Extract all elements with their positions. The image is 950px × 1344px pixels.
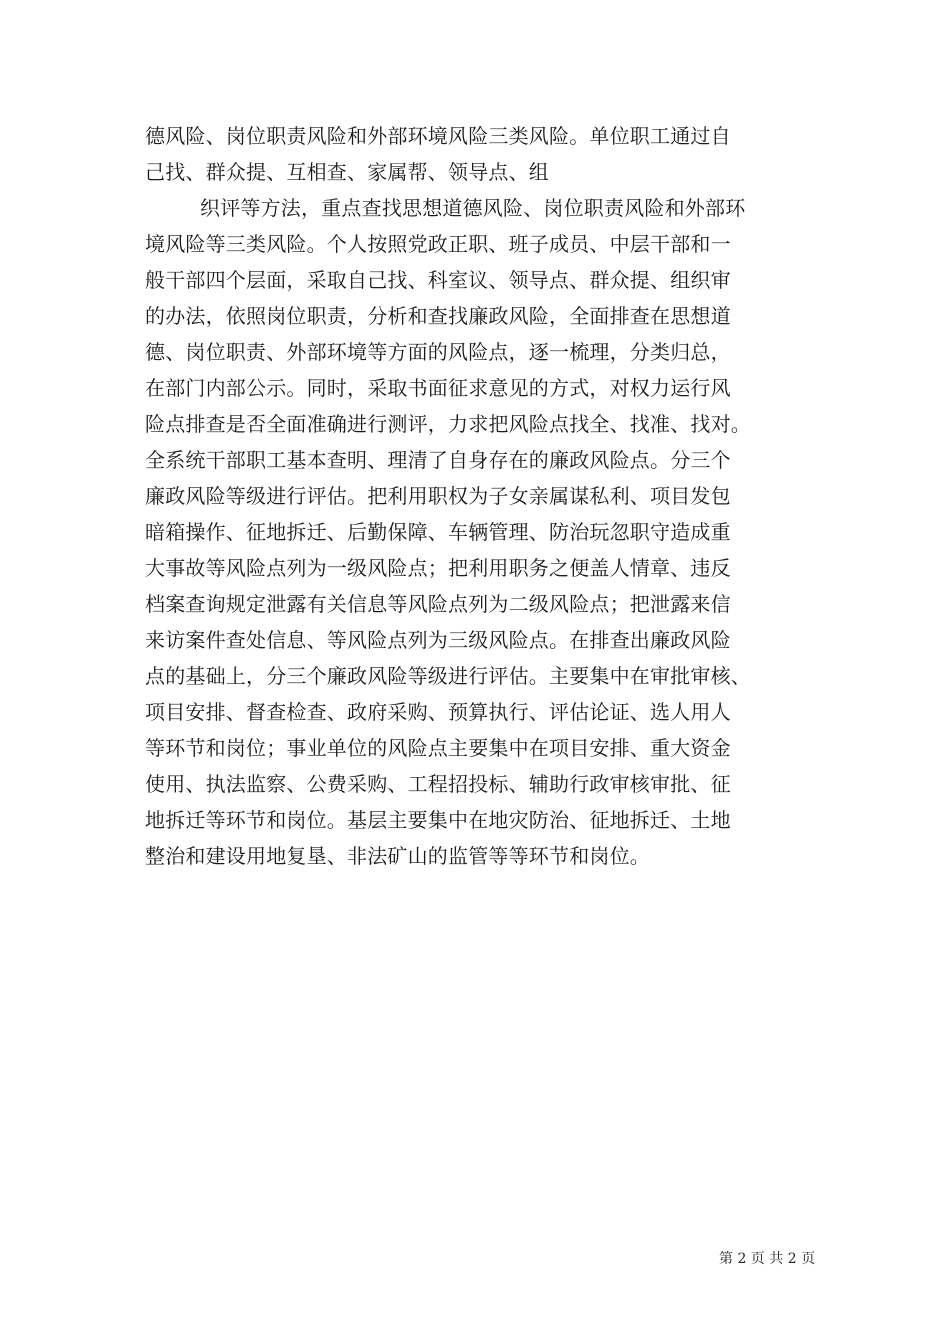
- text-line: 整治和建设用地复垦、非法矿山的监管等等环节和岗位。: [145, 844, 650, 868]
- text-line: 织评等方法，重点查找思想道德风险、岗位职责风险和外部环: [200, 196, 746, 220]
- text-line: 般干部四个层面，采取自己找、科室议、领导点、群众提、组织审: [145, 268, 731, 292]
- text-line: 来访案件查处信息、等风险点列为三级风险点。在排查出廉政风险: [145, 628, 731, 652]
- text-line: 德风险、岗位职责风险和外部环境风险三类风险。单位职工通过自: [145, 124, 731, 148]
- text-line: 档案查询规定泄露有关信息等风险点列为二级风险点；把泄露来信: [145, 592, 731, 616]
- text-line: 全系统干部职工基本查明、理清了自身存在的廉政风险点。分三个: [145, 448, 731, 472]
- text-line: 廉政风险等级进行评估。把利用职权为子女亲属谋私利、项目发包: [145, 484, 731, 508]
- text-line: 点的基础上，分三个廉政风险等级进行评估。主要集中在审批审核、: [145, 664, 751, 688]
- text-line: 暗箱操作、征地拆迁、后勤保障、车辆管理、防治玩忽职守造成重: [145, 520, 731, 544]
- text-line: 的办法，依照岗位职责，分析和查找廉政风险，全面排查在思想道: [145, 304, 731, 328]
- text-line: 险点排查是否全面准确进行测评，力求把风险点找全、找准、找对。: [145, 412, 751, 436]
- text-line: 大事故等风险点列为一级风险点；把利用职务之便盖人情章、违反: [145, 556, 731, 580]
- text-line: 德、岗位职责、外部环境等方面的风险点，逐一梳理，分类归总，: [145, 340, 731, 364]
- text-line: 境风险等三类风险。个人按照党政正职、班子成员、中层干部和一: [145, 232, 731, 256]
- text-line: 己找、群众提、互相查、家属帮、领导点、组: [145, 160, 549, 184]
- text-line: 使用、执法监察、公费采购、工程招投标、辅助行政审核审批、征: [145, 772, 731, 796]
- text-line: 项目安排、督查检查、政府采购、预算执行、评估论证、选人用人: [145, 700, 731, 724]
- text-line: 地拆迁等环节和岗位。基层主要集中在地灾防治、征地拆迁、土地: [145, 808, 731, 832]
- text-line: 在部门内部公示。同时，采取书面征求意见的方式，对权力运行风: [145, 376, 731, 400]
- page-number-footer: 第 2 页 共 2 页: [719, 1251, 816, 1267]
- text-line: 等环节和岗位；事业单位的风险点主要集中在项目安排、重大资金: [145, 736, 731, 760]
